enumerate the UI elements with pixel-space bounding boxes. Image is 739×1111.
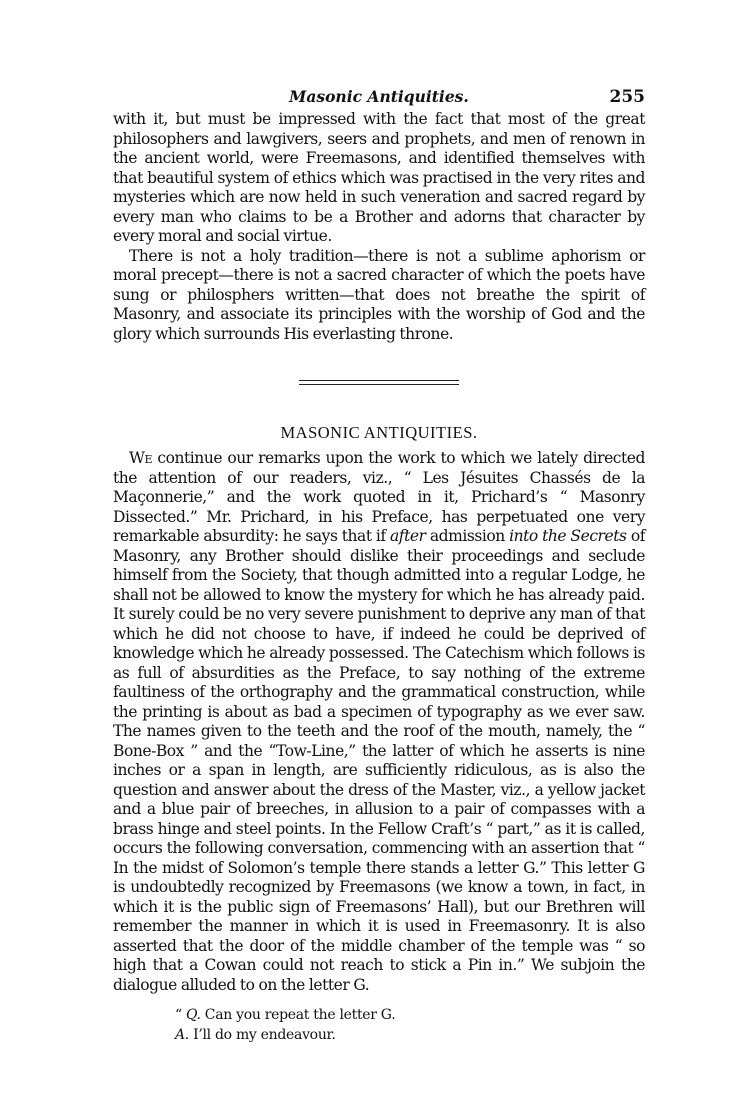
dialogue-speaker: Q.	[186, 1007, 201, 1023]
dialogue-speaker: A.	[175, 1027, 189, 1043]
dialogue-line	[175, 1025, 645, 1045]
emphasis-text: into the Secrets	[509, 527, 627, 545]
running-head	[113, 84, 645, 110]
dialogue-text: Can you repeat the letter G.	[200, 1007, 396, 1023]
previous-article-paragraph-2: There is not a holy tradition—there is not a sublime aphorism or moral precept—there is not a sacred character of which the poets have sung or philosphers written—that does not breathe the spirit of Masonry, and associate its principles with the worship of God and the glory which surrounds His everlasting throne.	[113, 246, 645, 343]
divider-rule	[299, 384, 459, 385]
emphasis-text: after	[390, 527, 426, 545]
opening-word: We	[129, 449, 153, 467]
dialogue	[113, 1005, 645, 1045]
divider-rule	[299, 380, 459, 381]
book-page	[113, 84, 645, 1045]
quote-mark: “	[175, 1007, 187, 1023]
running-title: Masonic Antiquities.	[289, 87, 469, 106]
section-divider	[299, 380, 459, 385]
dialogue-line	[175, 1005, 645, 1025]
article-title: MASONIC ANTIQUITIES.	[280, 423, 478, 442]
body-text: continue our remarks upon the work to which we lately directed the attention of our readers, viz., “ Les Jésuites Chassés de la Maçonnerie,” and the work quoted in it, Prichard’s “ Masonry Dissected.” Mr. Prichard, in his Preface, has perpetuated one very remarkable absurdity: he says that if	[113, 449, 645, 545]
previous-article-paragraph-1: with it, but must be impressed with the fact that most of the great philosophers and lawgivers, seers and prophets, and men of renown in the ancient world, were Freemasons, and identified themselves with that beautiful system of ethics which was practised in the very rites and mysteries which are now held in such veneration and sacred regard by every man who claims to be a Brother and adorns that character by every moral and social virtue.	[113, 110, 645, 245]
page-number: 255	[609, 87, 645, 107]
body-text: admission	[425, 527, 510, 545]
body-text: of Masonry, any Brother should dislike their proceedings and seclude himself from the Society, that though admitted into a regular Lodge, he shall not be allowed to know the mystery for which he has already paid. It surely could be no very severe punishment to deprive any man of that which he did not choose to have, if indeed he could be deprived of knowledge which he already possessed. The Catechism which follows is as full of absurdities as the Preface, to say nothing of the extreme faultiness of the orthography and the grammatical construction, while the printing is about as bad a specimen of typography as we ever saw. The names given to the teeth and the roof of the mouth, namely, the “ Bone-Box ” and the “Tow-Line,” the latter of which he asserts is nine inches or a span in length, are sufficiently ridiculous, as is also the question and answer about the dress of the Master, viz., a yellow jacket and a blue pair of breeches, in allusion to a pair of compasses with a brass hinge and steel points. In the Fellow Craft’s “ part,” as it is called, occurs the following conversation, commencing with an assertion that “ In the midst of Solomon’s temple there stands a letter G.” This letter G is undoubtedly recognized by Freemasons (we know a town, in fact, in which it is the public sign of Freemasons’ Hall), but our Brethren will remember the manner in which it is used in Freemasonry. It is also asserted that the door of the middle chamber of the temple was “ so high that a Cowan could not reach to stick a Pin in.” We subjoin the dialogue alluded to on the letter G.	[113, 527, 645, 994]
article-body	[113, 449, 645, 995]
dialogue-text: I’ll do my endeavour.	[188, 1027, 336, 1043]
